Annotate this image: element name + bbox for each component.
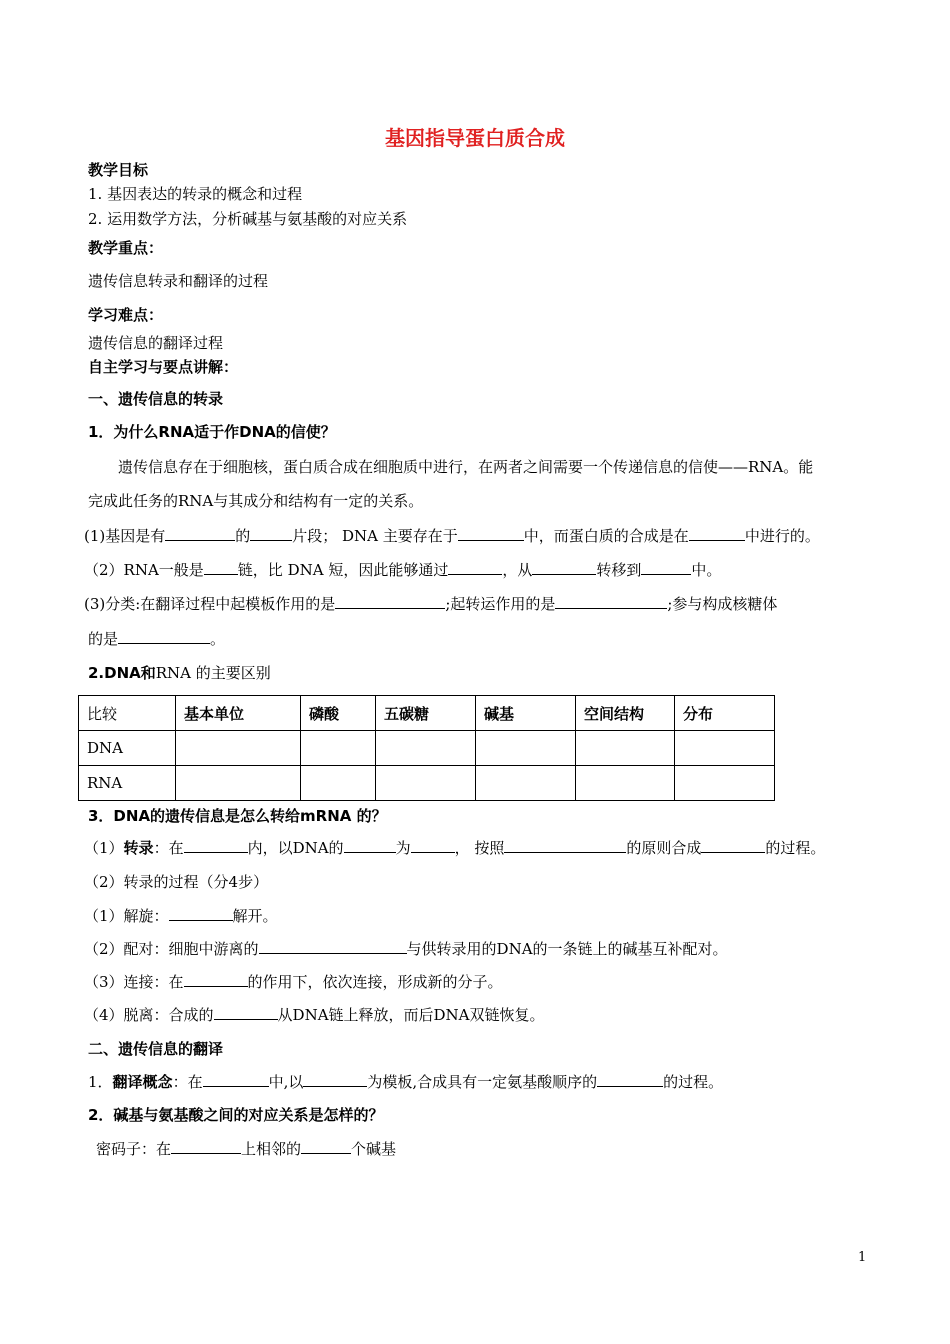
table-header-cell: 磷酸 (301, 696, 376, 731)
table-cell[interactable] (176, 731, 301, 766)
blank[interactable] (701, 838, 765, 853)
table-header-row (79, 696, 775, 731)
blank[interactable] (555, 594, 667, 609)
table-cell[interactable] (476, 731, 576, 766)
table-cell[interactable] (376, 731, 476, 766)
blank[interactable] (171, 1139, 241, 1154)
goal-item-1: 1. 基因表达的转录的概念和过程 (88, 185, 303, 203)
blank[interactable] (344, 838, 396, 853)
blank[interactable] (169, 906, 233, 921)
question-2-heading: 2.DNA和RNA 的主要区别 (88, 664, 271, 682)
blank[interactable] (335, 594, 445, 609)
fill-line-translation-def: 1．翻译概念：在 中,以 为模板,合成具有一定氨基酸顺序的 的过程。 (88, 1073, 724, 1091)
difficulty-text: 遗传信息的翻译过程 (88, 334, 224, 352)
blank[interactable] (184, 972, 248, 987)
goals-heading: 教学目标 (88, 161, 149, 179)
question-3-heading: 3．DNA的遗传信息是怎么转给mRNA 的？ (88, 807, 387, 825)
key-text: 遗传信息转录和翻译的过程 (88, 272, 269, 290)
blank[interactable] (301, 1139, 351, 1154)
goal-item-2: 2. 运用数学方法，分析碱基与氨基酸的对应关系 (88, 210, 408, 228)
translation-question-heading: 2．碱基与氨基酸之间的对应关系是怎样的？ (88, 1106, 384, 1124)
table-cell[interactable] (576, 766, 675, 801)
table-header-cell: 碱基 (476, 696, 576, 731)
fill-line-classification-cont: 的是 。 (88, 630, 226, 648)
blank[interactable] (203, 1072, 269, 1087)
blank[interactable] (250, 526, 292, 541)
fill-line-rna: （2）RNA一般是 链，比 DNA 短，因此能够通过 ，从 转移到 中。 (84, 561, 722, 579)
table-cell[interactable] (176, 766, 301, 801)
blank[interactable] (118, 629, 210, 644)
fill-line-pairing: （2）配对：细胞中游离的 与供转录用的DNA的一条链上的碱基互补配对。 (84, 940, 728, 958)
blank[interactable] (532, 560, 596, 575)
table-header-cell: 分布 (675, 696, 775, 731)
paragraph-line-2: 完成此任务的RNA与其成分和结构有一定的关系。 (88, 492, 424, 510)
table-cell[interactable] (301, 731, 376, 766)
page-title: 基因指导蛋白质合成 (385, 126, 565, 150)
blank[interactable] (641, 560, 691, 575)
self-study-heading: 自主学习与要点讲解： (88, 358, 239, 376)
table-row-label: RNA (79, 766, 176, 801)
table-row (79, 731, 775, 766)
blank[interactable] (184, 838, 248, 853)
blank[interactable] (204, 560, 238, 575)
section-2-heading: 二、遗传信息的翻译 (88, 1040, 224, 1058)
blank[interactable] (411, 838, 455, 853)
blank[interactable] (259, 939, 407, 954)
table-cell[interactable] (476, 766, 576, 801)
table-header-cell: 基本单位 (176, 696, 301, 731)
table-row-label: DNA (79, 731, 176, 766)
table-header-cell: 五碳糖 (376, 696, 476, 731)
blank[interactable] (214, 1005, 278, 1020)
fill-line-transcription-def: （1）转录：在 内，以DNA的 为 ， 按照 的原则合成 的过程。 (84, 839, 826, 857)
fill-line-classification: (3)分类:在翻译过程中起模板作用的是 ;起转运作用的是 ;参与构成核糖体 (84, 595, 778, 613)
table-cell[interactable] (576, 731, 675, 766)
blank[interactable] (165, 526, 235, 541)
blank[interactable] (458, 526, 524, 541)
blank[interactable] (303, 1072, 367, 1087)
difficulty-heading: 学习难点： (88, 306, 164, 324)
fill-line-codon: 密码子：在 上相邻的 个碱基 (96, 1140, 397, 1158)
fill-line-release: （4）脱离：合成的 从DNA链上释放，而后DNA双链恢复。 (84, 1006, 545, 1024)
comparison-table (78, 695, 775, 801)
fill-line-unwind: （1）解旋： 解开。 (84, 907, 278, 925)
table-cell[interactable] (301, 766, 376, 801)
page-number: 1 (858, 1250, 867, 1265)
fill-line-linking: （3）连接：在 的作用下，依次连接，形成新的分子。 (84, 973, 503, 991)
section-1-heading: 一、遗传信息的转录 (88, 390, 224, 408)
blank[interactable] (448, 560, 502, 575)
fill-line-gene: (1)基因是有 的 片段； DNA 主要存在于 中，而蛋白质的合成是在 中进行的。 (84, 527, 820, 545)
table-cell[interactable] (376, 766, 476, 801)
table-header-cell: 空间结构 (576, 696, 675, 731)
table-cell[interactable] (675, 731, 775, 766)
blank[interactable] (689, 526, 745, 541)
table-cell[interactable] (675, 766, 775, 801)
table-header-cell: 比较 (79, 696, 176, 731)
paragraph-line-1: 遗传信息存在于细胞核，蛋白质合成在细胞质中进行，在两者之间需要一个传递信息的信使——RNA。能 (118, 458, 814, 476)
question-1-heading: 1．为什么RNA适于作DNA的信使？ (88, 423, 336, 441)
table-row (79, 766, 775, 801)
key-heading: 教学重点： (88, 239, 164, 257)
blank[interactable] (597, 1072, 663, 1087)
transcription-steps-heading: （2）转录的过程（分4步） (84, 873, 269, 891)
blank[interactable] (504, 838, 626, 853)
